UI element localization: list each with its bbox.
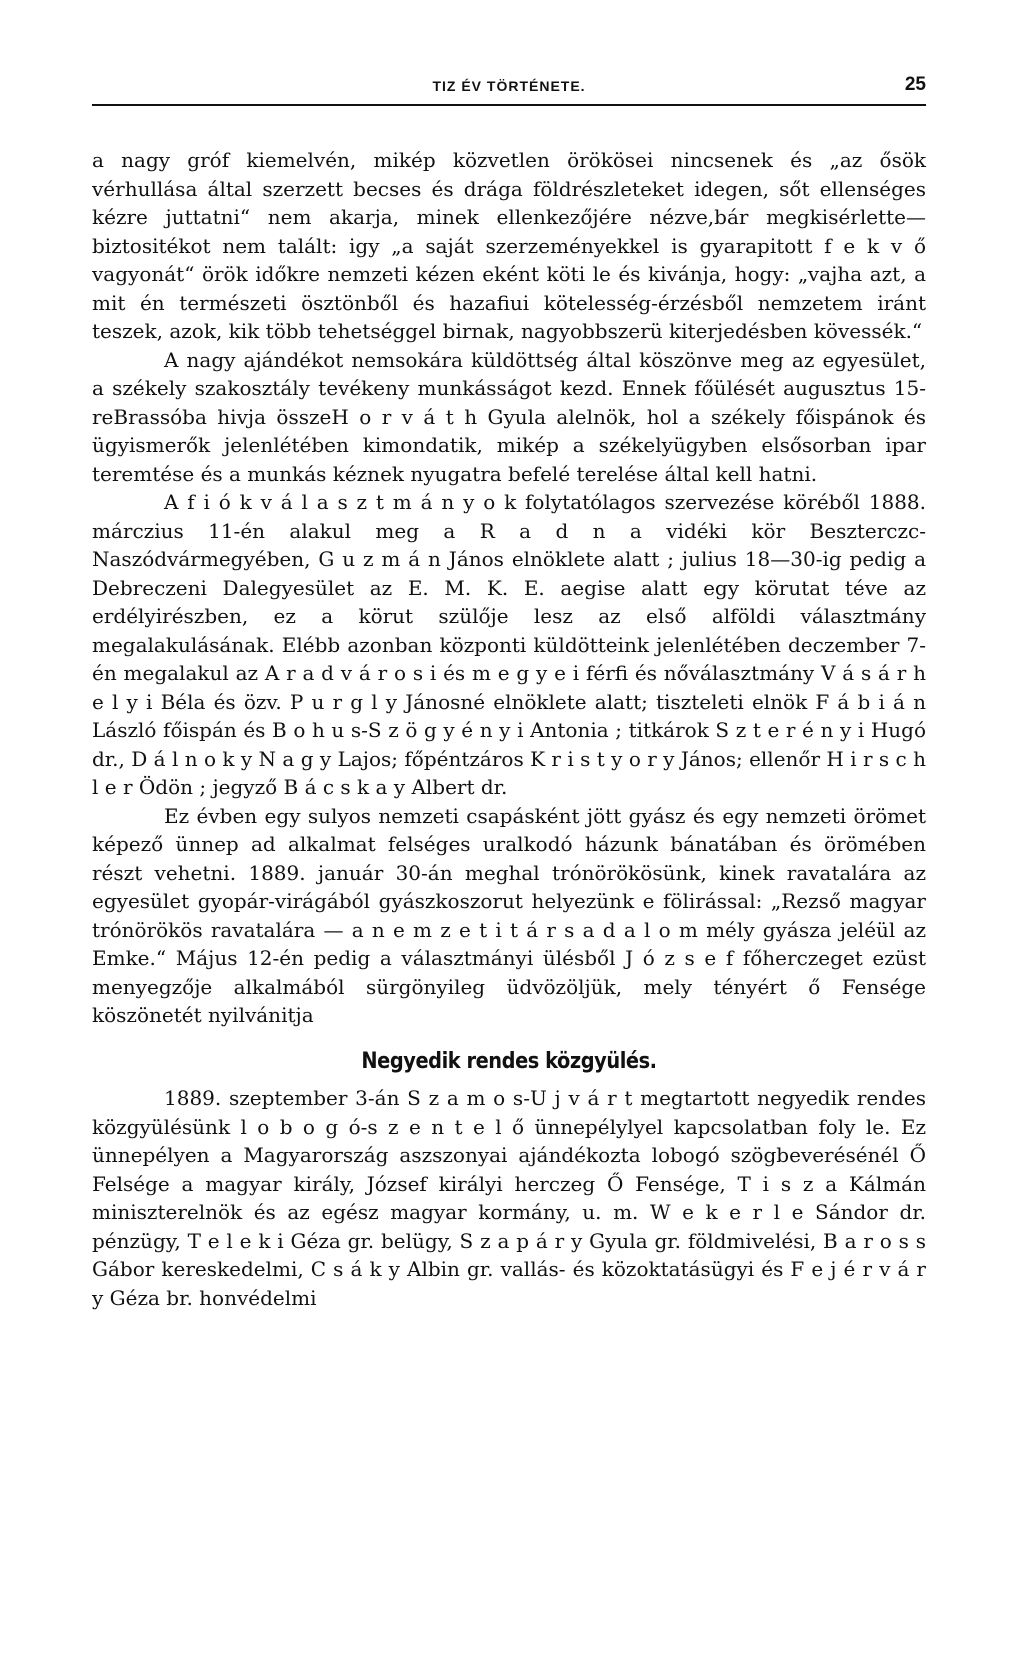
running-title: TIZ ÉV TÖRTÉNETE.: [432, 78, 586, 94]
paragraph-kozgyules: 1889. szeptember 3-án S z a m o s-U j v á r t megtartott negyedik rendes közgyülésünk l o b o g ó-s z e n t e l ő ünnepélylyel kapcsolatban foly le. Ez ünnepélyen a Magyarország aszszonyai ajándékozta lobogó szögbeverésénél Ő Felsége a magyar király, József királyi herczeg Ő Fensége, T i s z a Kálmán miniszterelnök és az egész magyar kormány, u. m. W e k e r l e Sándor dr. pénzügy, T e l e k i Géza gr. belügy, S z a p á r y Gyula gr. földmivelési, B a r o s s Gábor kereskedelmi, C s á k y Albin gr. vallás- és közoktatásügyi és F e j é r v á r y Géza br. honvédelmi: [92, 1086, 926, 1310]
paragraph-fiokvalasztmanyok: A f i ó k v á l a s z t m á n y o k folytatólagos szervezése köréből 1888. márczius 11-én alakul meg a R a d n a vidéki kör Beszterczc-Naszódvármegyében, G u z m á n János elnöklete alatt ; julius 18—30-ig pedig a Debreczeni Dalegyesület az E. M. K. E. aegise alatt egy körutat téve az erdélyirészben, ez a körut szülője lesz az első alföldi választmány megalakulásának. Elébb azonban központi küldötteink jelenlétében deczember 7-én megalakul az A r a d v á r o s i és m e g y e i férfi és nőválasztmány V á s á r h e l y i Béla és özv. P u r g l y Jánosné elnöklete alatt; tiszteleti elnök F á b i á n László főispán és B o h u s-S z ö g y é n y i Antonia ; titkárok S z t e r é n y i Hugó dr., D á l n o k y N a g y Lajos; főpéntzáros K r i s t y o r y János; ellenőr H i r s c h l e r Ödön ; jegyző B á c s k a y Albert dr.: [92, 490, 926, 799]
book-page: [92, 70, 926, 1312]
section-heading: Negyedik rendes közgyülés.: [361, 1048, 657, 1074]
running-head: [92, 70, 926, 106]
paragraph-continuation: a nagy gróf kiemelvén, mikép közvetlen örökösei nincsenek és „az ősök vérhullása által szerzett becses és drága földrészleteket idegen, sőt ellenséges kézre juttatni“ nem akarja, minek ellenkezőjére nézve,bár megkisérlette—biztositékot nem talált: igy „a saját szerzeményekkel is gyarapitott f e k v ő vagyonát“ örök időkre nemzeti kézen eként köti le és kivánja, hogy: „vajha azt, a mit én természeti ösztönből és hazafiui kötelesség-érzésből nemzetem iránt teszek, azok, kik több tehetséggel birnak, nagyobbszerü kiterjedésben kövessék.“: [92, 148, 926, 343]
body-text: [92, 146, 926, 1312]
page-number: 25: [904, 74, 926, 95]
paragraph-gyasz-es-unnep: Ez évben egy sulyos nemzeti csapásként jött gyász és egy nemzeti örömet képező ünnep ad alkalmat felséges uralkodó házunk bánatában és örömében részt vehetni. 1889. január 30-án meghal trónörökösünk, kinek ravatalára az egyesület gyopár-virágából gyászkoszorut helyezünk e fölirással: „Rezső magyar trónörökös ravatalára — a n e m z e t i t á r s a d a l o m mély gyásza jeléül az Emke.“ Május 12-én pedig a választmányi ülésből J ó z s e f főherczeget ezüst menyegzője alkalmából sürgönyileg üdvözöljük, mely tényért ő Fensége köszönetét nyilvánitja: [92, 803, 926, 1027]
paragraph-szekely-szakosztaly: A nagy ajándékot nemsokára küldöttség által köszönve meg az egyesület, a székely szakosztály tevékeny munkásságot kezd. Ennek főülését augusztus 15-reBrassóba hivja összeH o r v á t h Gyula alelnök, hol a székely főispánok és ügyismerők jelenlétében kimondatik, mikép a székelyügyben elsősorban ipar teremtése és a munkás kéznek nyugatra befelé terelése által kell hatni.: [92, 347, 926, 486]
